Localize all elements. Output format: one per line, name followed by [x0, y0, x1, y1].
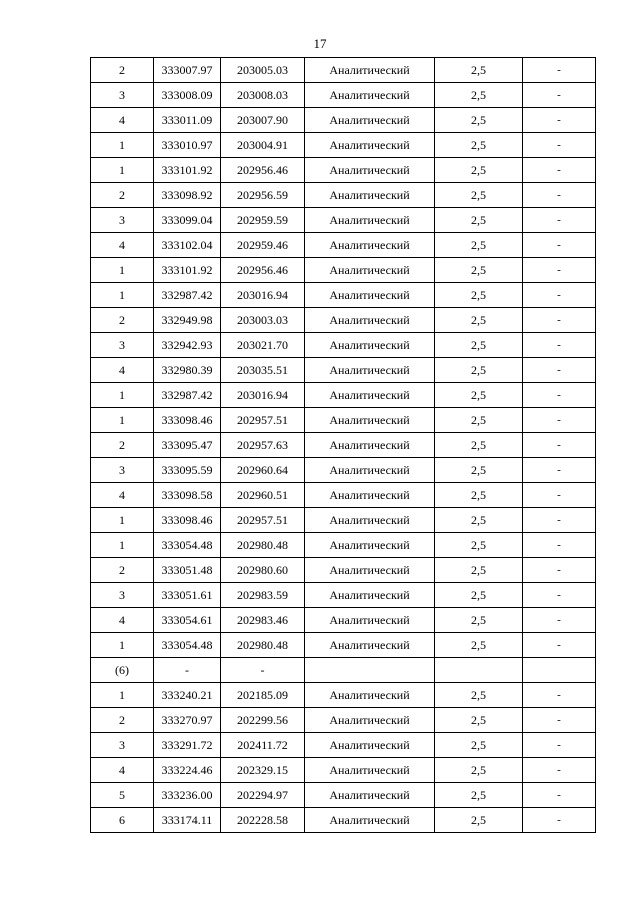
- table-row: [91, 83, 596, 108]
- point-number-cell: 4: [91, 233, 154, 258]
- method-cell: Аналитический: [305, 58, 435, 83]
- y-coordinate-cell: 202299.56: [221, 708, 305, 733]
- note-cell: -: [523, 133, 596, 158]
- table-row: [91, 683, 596, 708]
- y-coordinate-cell: 202960.64: [221, 458, 305, 483]
- x-coordinate-cell: 332980.39: [154, 358, 221, 383]
- y-coordinate-cell: 202980.60: [221, 558, 305, 583]
- method-cell: Аналитический: [305, 733, 435, 758]
- accuracy-cell: 2,5: [435, 333, 523, 358]
- x-coordinate-cell: 332949.98: [154, 308, 221, 333]
- point-number-cell: 4: [91, 483, 154, 508]
- table-row: [91, 758, 596, 783]
- accuracy-cell: 2,5: [435, 783, 523, 808]
- accuracy-cell: [435, 658, 523, 683]
- note-cell: -: [523, 808, 596, 833]
- point-number-cell: 2: [91, 433, 154, 458]
- method-cell: Аналитический: [305, 408, 435, 433]
- method-cell: Аналитический: [305, 208, 435, 233]
- y-coordinate-cell: 202294.97: [221, 783, 305, 808]
- table-row: [91, 608, 596, 633]
- accuracy-cell: 2,5: [435, 383, 523, 408]
- point-number-cell: 1: [91, 383, 154, 408]
- point-number-cell: 2: [91, 558, 154, 583]
- accuracy-cell: 2,5: [435, 608, 523, 633]
- point-number-cell: 6: [91, 808, 154, 833]
- y-coordinate-cell: 202983.46: [221, 608, 305, 633]
- table-row: [91, 583, 596, 608]
- y-coordinate-cell: 203008.03: [221, 83, 305, 108]
- x-coordinate-cell: 333011.09: [154, 108, 221, 133]
- note-cell: -: [523, 208, 596, 233]
- note-cell: -: [523, 583, 596, 608]
- method-cell: Аналитический: [305, 133, 435, 158]
- accuracy-cell: 2,5: [435, 533, 523, 558]
- note-cell: -: [523, 83, 596, 108]
- point-number-cell: 3: [91, 333, 154, 358]
- point-number-cell: 4: [91, 108, 154, 133]
- note-cell: -: [523, 508, 596, 533]
- table-row: [91, 233, 596, 258]
- accuracy-cell: 2,5: [435, 508, 523, 533]
- point-number-cell: 3: [91, 83, 154, 108]
- table-row: [91, 383, 596, 408]
- x-coordinate-cell: 332987.42: [154, 283, 221, 308]
- y-coordinate-cell: 202983.59: [221, 583, 305, 608]
- point-number-cell: 3: [91, 208, 154, 233]
- page-number: 17: [313, 36, 327, 51]
- point-number-cell: 2: [91, 708, 154, 733]
- note-cell: -: [523, 683, 596, 708]
- table-row: [91, 808, 596, 833]
- method-cell: Аналитический: [305, 758, 435, 783]
- note-cell: -: [523, 233, 596, 258]
- note-cell: -: [523, 708, 596, 733]
- table-row: [91, 108, 596, 133]
- method-cell: Аналитический: [305, 308, 435, 333]
- point-number-cell: 3: [91, 458, 154, 483]
- x-coordinate-cell: 333054.48: [154, 633, 221, 658]
- point-number-cell: 5: [91, 783, 154, 808]
- point-number-cell: 1: [91, 258, 154, 283]
- accuracy-cell: 2,5: [435, 233, 523, 258]
- table-row: [91, 308, 596, 333]
- accuracy-cell: 2,5: [435, 308, 523, 333]
- x-coordinate-cell: 333291.72: [154, 733, 221, 758]
- note-cell: -: [523, 308, 596, 333]
- point-number-cell: 4: [91, 608, 154, 633]
- method-cell: Аналитический: [305, 483, 435, 508]
- x-coordinate-cell: 333098.58: [154, 483, 221, 508]
- table-row: [91, 158, 596, 183]
- y-coordinate-cell: 202980.48: [221, 533, 305, 558]
- y-coordinate-cell: 202959.59: [221, 208, 305, 233]
- y-coordinate-cell: 202956.59: [221, 183, 305, 208]
- point-number-cell: (6): [91, 658, 154, 683]
- note-cell: -: [523, 108, 596, 133]
- note-cell: -: [523, 633, 596, 658]
- method-cell: Аналитический: [305, 608, 435, 633]
- y-coordinate-cell: 202956.46: [221, 158, 305, 183]
- point-number-cell: 1: [91, 158, 154, 183]
- y-coordinate-cell: 203007.90: [221, 108, 305, 133]
- y-coordinate-cell: 203004.91: [221, 133, 305, 158]
- accuracy-cell: 2,5: [435, 708, 523, 733]
- x-coordinate-cell: 333101.92: [154, 158, 221, 183]
- y-coordinate-cell: 203016.94: [221, 283, 305, 308]
- x-coordinate-cell: 333101.92: [154, 258, 221, 283]
- method-cell: Аналитический: [305, 433, 435, 458]
- point-number-cell: 1: [91, 408, 154, 433]
- note-cell: -: [523, 783, 596, 808]
- coordinates-table-body: [91, 58, 596, 833]
- x-coordinate-cell: 333051.48: [154, 558, 221, 583]
- note-cell: -: [523, 733, 596, 758]
- point-number-cell: 1: [91, 683, 154, 708]
- x-coordinate-cell: 333007.97: [154, 58, 221, 83]
- point-number-cell: 1: [91, 283, 154, 308]
- method-cell: Аналитический: [305, 558, 435, 583]
- x-coordinate-cell: 333098.92: [154, 183, 221, 208]
- accuracy-cell: 2,5: [435, 733, 523, 758]
- y-coordinate-cell: 202185.09: [221, 683, 305, 708]
- method-cell: Аналитический: [305, 108, 435, 133]
- accuracy-cell: 2,5: [435, 58, 523, 83]
- note-cell: -: [523, 458, 596, 483]
- y-coordinate-cell: 203016.94: [221, 383, 305, 408]
- method-cell: Аналитический: [305, 783, 435, 808]
- y-coordinate-cell: 202957.51: [221, 408, 305, 433]
- y-coordinate-cell: 202957.63: [221, 433, 305, 458]
- x-coordinate-cell: 333051.61: [154, 583, 221, 608]
- point-number-cell: 2: [91, 58, 154, 83]
- accuracy-cell: 2,5: [435, 583, 523, 608]
- accuracy-cell: 2,5: [435, 458, 523, 483]
- point-number-cell: 2: [91, 308, 154, 333]
- x-coordinate-cell: 332987.42: [154, 383, 221, 408]
- point-number-cell: 3: [91, 733, 154, 758]
- y-coordinate-cell: 203021.70: [221, 333, 305, 358]
- y-coordinate-cell: 203003.03: [221, 308, 305, 333]
- table-row: [91, 183, 596, 208]
- x-coordinate-cell: 333098.46: [154, 508, 221, 533]
- point-number-cell: 1: [91, 508, 154, 533]
- method-cell: Аналитический: [305, 708, 435, 733]
- note-cell: -: [523, 558, 596, 583]
- point-number-cell: 3: [91, 583, 154, 608]
- table-row: [91, 433, 596, 458]
- accuracy-cell: 2,5: [435, 83, 523, 108]
- x-coordinate-cell: 333054.61: [154, 608, 221, 633]
- note-cell: -: [523, 433, 596, 458]
- note-cell: -: [523, 533, 596, 558]
- x-coordinate-cell: 333240.21: [154, 683, 221, 708]
- accuracy-cell: 2,5: [435, 108, 523, 133]
- y-coordinate-cell: 202980.48: [221, 633, 305, 658]
- accuracy-cell: 2,5: [435, 683, 523, 708]
- table-row: [91, 733, 596, 758]
- x-coordinate-cell: 333099.04: [154, 208, 221, 233]
- point-number-cell: 1: [91, 633, 154, 658]
- method-cell: Аналитический: [305, 383, 435, 408]
- method-cell: Аналитический: [305, 633, 435, 658]
- y-coordinate-cell: 202411.72: [221, 733, 305, 758]
- x-coordinate-cell: 333008.09: [154, 83, 221, 108]
- note-cell: -: [523, 608, 596, 633]
- accuracy-cell: 2,5: [435, 283, 523, 308]
- note-cell: -: [523, 483, 596, 508]
- x-coordinate-cell: 333236.00: [154, 783, 221, 808]
- note-cell: -: [523, 158, 596, 183]
- y-coordinate-cell: 202957.51: [221, 508, 305, 533]
- coordinates-table: [90, 57, 596, 833]
- x-coordinate-cell: 332942.93: [154, 333, 221, 358]
- table-row: [91, 333, 596, 358]
- table-row: [91, 558, 596, 583]
- note-cell: [523, 658, 596, 683]
- x-coordinate-cell: 333102.04: [154, 233, 221, 258]
- accuracy-cell: 2,5: [435, 408, 523, 433]
- method-cell: Аналитический: [305, 258, 435, 283]
- table-row: [91, 783, 596, 808]
- x-coordinate-cell: 333095.59: [154, 458, 221, 483]
- method-cell: Аналитический: [305, 583, 435, 608]
- x-coordinate-cell: 333098.46: [154, 408, 221, 433]
- table-row: [91, 508, 596, 533]
- accuracy-cell: 2,5: [435, 158, 523, 183]
- note-cell: -: [523, 408, 596, 433]
- method-cell: Аналитический: [305, 183, 435, 208]
- note-cell: -: [523, 283, 596, 308]
- table-row: [91, 708, 596, 733]
- method-cell: Аналитический: [305, 233, 435, 258]
- y-coordinate-cell: 202959.46: [221, 233, 305, 258]
- point-number-cell: 4: [91, 758, 154, 783]
- accuracy-cell: 2,5: [435, 758, 523, 783]
- table-row: [91, 283, 596, 308]
- note-cell: -: [523, 333, 596, 358]
- accuracy-cell: 2,5: [435, 258, 523, 283]
- x-coordinate-cell: 333270.97: [154, 708, 221, 733]
- table-row: [91, 633, 596, 658]
- y-coordinate-cell: 202956.46: [221, 258, 305, 283]
- method-cell: [305, 658, 435, 683]
- y-coordinate-cell: 202329.15: [221, 758, 305, 783]
- method-cell: Аналитический: [305, 533, 435, 558]
- table-row: [91, 208, 596, 233]
- note-cell: -: [523, 383, 596, 408]
- method-cell: Аналитический: [305, 333, 435, 358]
- method-cell: Аналитический: [305, 808, 435, 833]
- point-number-cell: 2: [91, 183, 154, 208]
- point-number-cell: 1: [91, 133, 154, 158]
- table-row: [91, 408, 596, 433]
- table-row: [91, 358, 596, 383]
- y-coordinate-cell: 202228.58: [221, 808, 305, 833]
- accuracy-cell: 2,5: [435, 358, 523, 383]
- table-row: [91, 533, 596, 558]
- x-coordinate-cell: 333095.47: [154, 433, 221, 458]
- table-row: [91, 658, 596, 683]
- table-row: [91, 133, 596, 158]
- method-cell: Аналитический: [305, 683, 435, 708]
- accuracy-cell: 2,5: [435, 133, 523, 158]
- x-coordinate-cell: 333054.48: [154, 533, 221, 558]
- method-cell: Аналитический: [305, 83, 435, 108]
- accuracy-cell: 2,5: [435, 433, 523, 458]
- point-number-cell: 1: [91, 533, 154, 558]
- table-row: [91, 258, 596, 283]
- x-coordinate-cell: -: [154, 658, 221, 683]
- method-cell: Аналитический: [305, 158, 435, 183]
- method-cell: Аналитический: [305, 508, 435, 533]
- accuracy-cell: 2,5: [435, 558, 523, 583]
- y-coordinate-cell: -: [221, 658, 305, 683]
- note-cell: -: [523, 758, 596, 783]
- accuracy-cell: 2,5: [435, 208, 523, 233]
- note-cell: -: [523, 183, 596, 208]
- accuracy-cell: 2,5: [435, 183, 523, 208]
- note-cell: -: [523, 358, 596, 383]
- accuracy-cell: 2,5: [435, 483, 523, 508]
- accuracy-cell: 2,5: [435, 633, 523, 658]
- note-cell: -: [523, 58, 596, 83]
- y-coordinate-cell: 203005.03: [221, 58, 305, 83]
- x-coordinate-cell: 333224.46: [154, 758, 221, 783]
- method-cell: Аналитический: [305, 458, 435, 483]
- x-coordinate-cell: 333010.97: [154, 133, 221, 158]
- y-coordinate-cell: 203035.51: [221, 358, 305, 383]
- method-cell: Аналитический: [305, 283, 435, 308]
- table-row: [91, 458, 596, 483]
- y-coordinate-cell: 202960.51: [221, 483, 305, 508]
- table-row: [91, 483, 596, 508]
- method-cell: Аналитический: [305, 358, 435, 383]
- point-number-cell: 4: [91, 358, 154, 383]
- note-cell: -: [523, 258, 596, 283]
- x-coordinate-cell: 333174.11: [154, 808, 221, 833]
- accuracy-cell: 2,5: [435, 808, 523, 833]
- table-row: [91, 58, 596, 83]
